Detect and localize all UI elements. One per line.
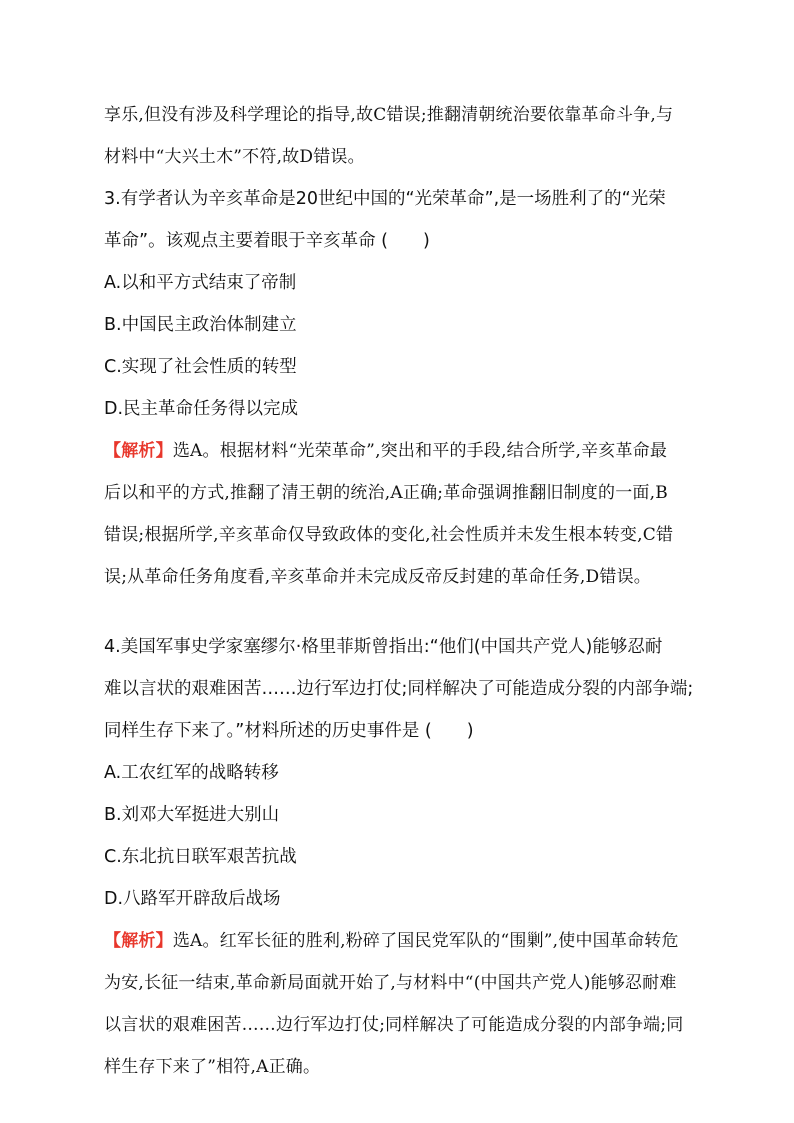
- question-3-analysis-line-3: 错误;根据所学,辛亥革命仅导致政体的变化,社会性质并未发生根本转变,C错: [104, 525, 674, 545]
- question-4-option-d: D.八路军开辟敌后战场: [104, 889, 281, 909]
- question-3-option-b: B.中国民主政治体制建立: [104, 315, 297, 335]
- question-3-analysis-line-1: [104, 439, 667, 463]
- question-3-stem-line-2: 革命”。该观点主要着眼于辛亥革命 ( ): [104, 231, 430, 251]
- analysis-text: 选A。根据材料“光荣革命”,突出和平的手段,结合所学,辛亥革命最: [172, 441, 668, 461]
- question-3-option-d: D.民主革命任务得以完成: [104, 399, 299, 419]
- question-4-option-a: A.工农红军的战略转移: [104, 763, 279, 783]
- question-3-option-a: A.以和平方式结束了帝制: [104, 273, 297, 293]
- question-4-stem-line-2: 难以言状的艰难困苦……边行军边打仗;同样解决了可能造成分裂的内部争端;: [104, 679, 694, 699]
- question-3-stem-line-1: 3.有学者认为辛亥革命是20世纪中国的“光荣革命”,是一场胜利了的“光荣: [104, 189, 666, 209]
- analysis-label: 【解析】: [104, 441, 173, 461]
- question-4-analysis-line-4: 样生存下来了”相符,A正确。: [104, 1057, 321, 1077]
- question-3-analysis-line-2: 后以和平的方式,推翻了清王朝的统治,A正确;革命强调推翻旧制度的一面,B: [104, 483, 668, 503]
- question-3-analysis-line-4: 误;从革命任务角度看,辛亥革命并未完成反帝反封建的革命任务,D错误。: [104, 567, 651, 587]
- question-4-stem-line-3: 同样生存下来了。”材料所述的历史事件是 ( ): [104, 721, 474, 741]
- question-3-option-c: C.实现了社会性质的转型: [104, 357, 297, 377]
- analysis-label: 【解析】: [104, 931, 173, 951]
- question-4-analysis-line-3: 以言状的艰难困苦……边行军边打仗;同样解决了可能造成分裂的内部争端;同: [104, 1015, 684, 1035]
- prev-analysis-line-2: 材料中“大兴土木”不符,故D错误。: [104, 147, 365, 167]
- analysis-text: 选A。红军长征的胜利,粉碎了国民党军队的“围剿”,使中国革命转危: [172, 931, 679, 951]
- question-4-analysis-line-1: [104, 929, 679, 953]
- prev-analysis-line-1: 享乐,但没有涉及科学理论的指导,故C错误;推翻清朝统治要依靠革命斗争,与: [104, 105, 674, 125]
- question-4-analysis-line-2: 为安,长征一结束,革命新局面就开始了,与材料中“(中国共产党人)能够忍耐难: [104, 973, 677, 993]
- question-4-stem-line-1: 4.美国军事史学家塞缪尔·格里菲斯曾指出:“他们(中国共产党人)能够忍耐: [104, 637, 663, 657]
- question-4-option-b: B.刘邓大军挺进大别山: [104, 805, 280, 825]
- question-4-option-c: C.东北抗日联军艰苦抗战: [104, 847, 297, 867]
